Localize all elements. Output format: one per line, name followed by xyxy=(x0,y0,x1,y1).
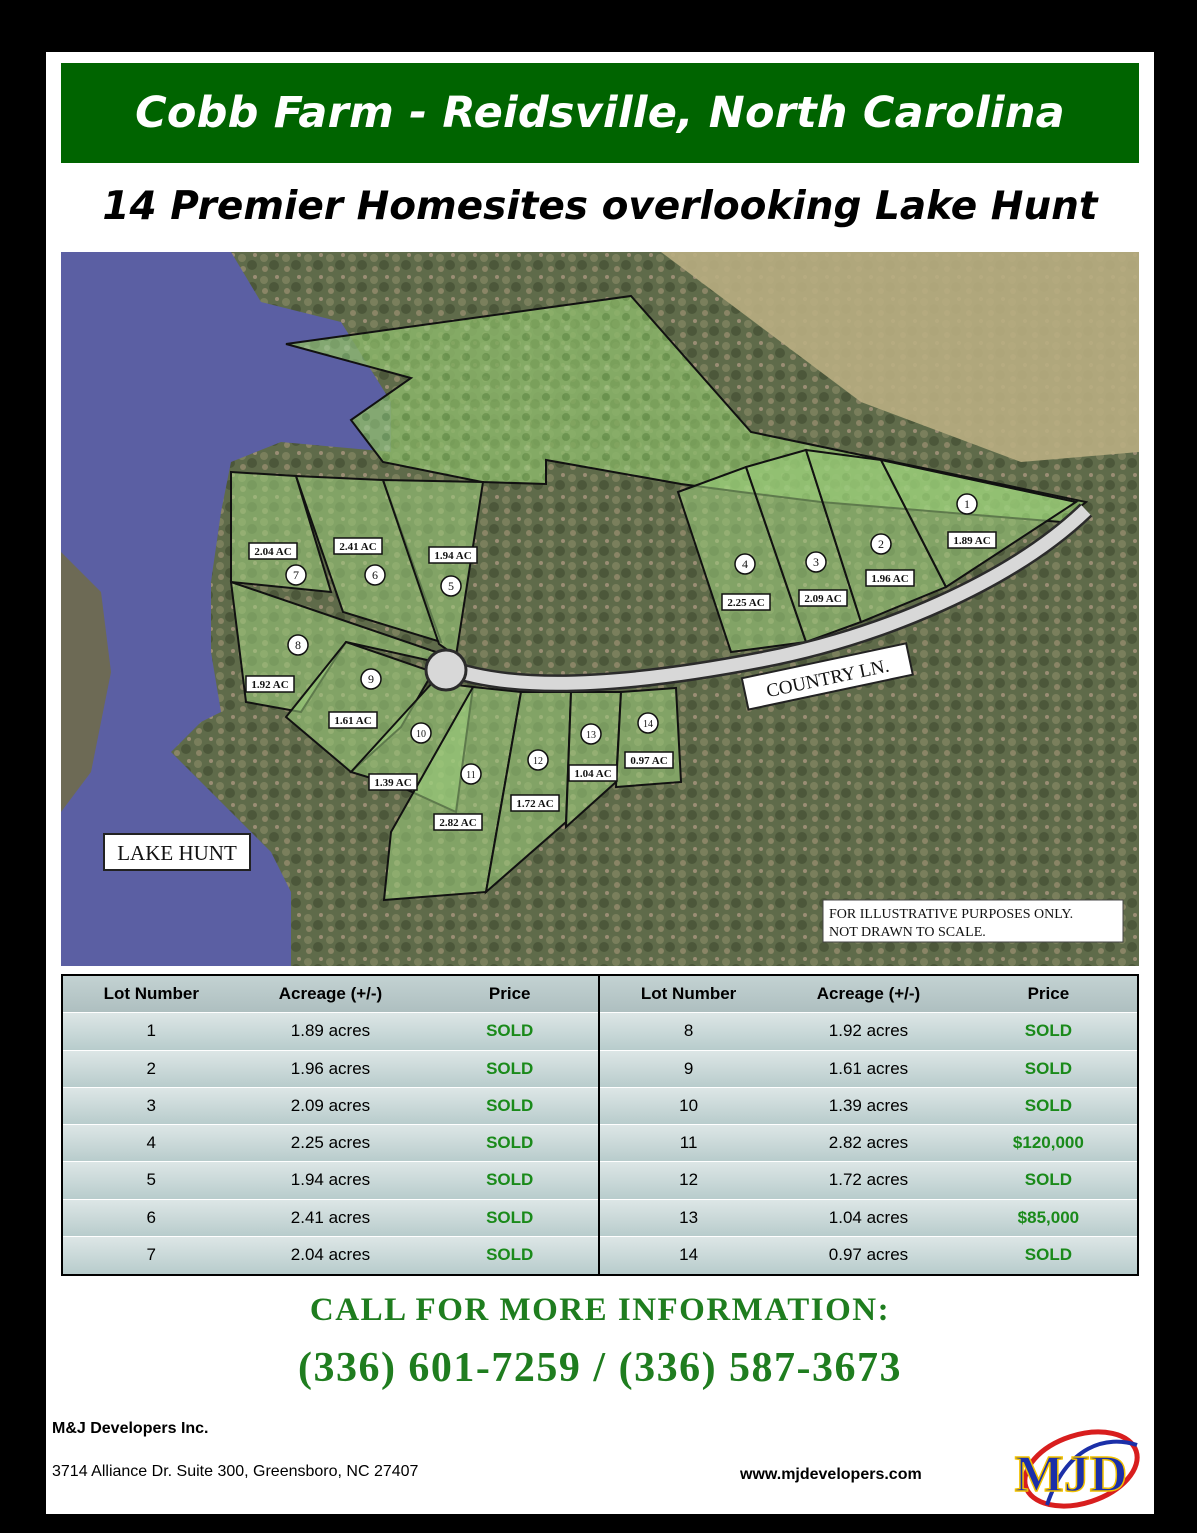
table-row xyxy=(63,1200,598,1237)
lot-4-number: 4 xyxy=(742,557,748,571)
lot-number: 12 xyxy=(679,1170,699,1190)
lot-acreage: 2.04 acres xyxy=(290,1245,371,1265)
table-row xyxy=(63,1088,598,1125)
lot-acreage: 1.89 acres xyxy=(290,1021,371,1041)
call-to-action: CALL FOR MORE INFORMATION: xyxy=(309,1292,891,1328)
lot-price: SOLD xyxy=(1024,1245,1072,1265)
site-map xyxy=(61,252,1139,966)
lots-table-right xyxy=(600,976,1137,1274)
lot-number: 13 xyxy=(679,1207,699,1227)
company-address: 3714 Alliance Dr. Suite 300, Greensboro, NC 27407 xyxy=(52,1463,419,1480)
lot-2-acreage-label: 1.96 AC xyxy=(871,573,909,585)
page-title: Cobb Farm - Reidsville, North Carolina xyxy=(135,88,1065,138)
lot-number: 14 xyxy=(679,1245,699,1265)
lot-6-number: 6 xyxy=(372,568,378,582)
lot-price: SOLD xyxy=(1024,1170,1072,1190)
lot-14-boundary xyxy=(616,688,681,787)
table-row xyxy=(600,1162,1137,1199)
table-row xyxy=(63,1125,598,1162)
lot-acreage: 1.61 acres xyxy=(828,1058,909,1078)
lot-acreage: 1.92 acres xyxy=(828,1021,909,1041)
lot-5-number: 5 xyxy=(448,579,454,593)
lot-11-acreage-label: 2.82 AC xyxy=(439,817,477,829)
lot-price: $120,000 xyxy=(1012,1133,1084,1153)
lot-1-number: 1 xyxy=(964,497,970,511)
lot-11-number: 11 xyxy=(466,770,476,781)
lot-acreage: 2.41 acres xyxy=(290,1207,371,1227)
website-link[interactable]: www.mjdevelopers.com xyxy=(740,1466,922,1483)
lot-price: SOLD xyxy=(486,1021,534,1041)
lot-number: 10 xyxy=(679,1095,699,1115)
lot-7-acreage-label: 2.04 AC xyxy=(254,546,292,558)
lot-7-number: 7 xyxy=(293,568,299,582)
lot-price: SOLD xyxy=(1024,1058,1072,1078)
lot-price: SOLD xyxy=(486,1058,534,1078)
lake-label: LAKE HUNT xyxy=(117,841,237,865)
cul-de-sac xyxy=(426,650,466,690)
lot-acreage: 1.96 acres xyxy=(290,1058,371,1078)
header-price: Price xyxy=(488,984,531,1004)
table-row xyxy=(600,1237,1137,1274)
table-row xyxy=(600,1051,1137,1088)
lots-table xyxy=(61,974,1139,1276)
table-row xyxy=(63,1051,598,1088)
lot-acreage: 1.94 acres xyxy=(290,1170,371,1190)
lot-3-number: 3 xyxy=(813,555,819,569)
table-header-row xyxy=(63,976,598,1013)
phone-numbers[interactable]: (336) 601-7259 / (336) 587-3673 xyxy=(297,1345,903,1391)
lot-13-number: 13 xyxy=(586,730,596,741)
svg-text:MJD: MJD xyxy=(1014,1446,1128,1503)
lot-12-acreage-label: 1.72 AC xyxy=(516,798,554,810)
table-row xyxy=(600,1088,1137,1125)
lot-price: SOLD xyxy=(486,1207,534,1227)
mjd-logo xyxy=(987,1425,1155,1513)
lot-acreage: 2.82 acres xyxy=(828,1133,909,1153)
lot-acreage: 1.72 acres xyxy=(828,1170,909,1190)
lot-4-acreage-label: 2.25 AC xyxy=(727,597,765,609)
disclaimer-line-2: NOT DRAWN TO SCALE. xyxy=(829,925,986,940)
header-price: Price xyxy=(1027,984,1070,1004)
header-acreage: Acreage (+/-) xyxy=(278,984,383,1004)
lots-table-left xyxy=(63,976,600,1274)
lot-number: 11 xyxy=(679,1133,698,1153)
flyer-sheet xyxy=(46,52,1154,1514)
company-name: M&J Developers Inc. xyxy=(52,1420,209,1437)
lot-5-acreage-label: 1.94 AC xyxy=(434,550,472,562)
lot-number: 5 xyxy=(146,1170,156,1190)
lot-acreage: 0.97 acres xyxy=(828,1245,909,1265)
lot-8-number: 8 xyxy=(295,638,301,652)
lot-number: 8 xyxy=(683,1021,694,1041)
table-header-row xyxy=(600,976,1137,1013)
lot-number: 6 xyxy=(146,1207,156,1227)
lot-13-acreage-label: 1.04 AC xyxy=(574,768,612,780)
lot-14-number: 14 xyxy=(643,719,653,730)
table-row xyxy=(63,1237,598,1274)
lot-acreage: 1.39 acres xyxy=(828,1095,909,1115)
table-row xyxy=(63,1013,598,1050)
disclaimer-line-1: FOR ILLUSTRATIVE PURPOSES ONLY. xyxy=(829,907,1074,922)
lot-12-number: 12 xyxy=(533,756,543,767)
lot-10-acreage-label: 1.39 AC xyxy=(374,777,412,789)
lot-price: SOLD xyxy=(486,1133,534,1153)
lot-14-acreage-label: 0.97 AC xyxy=(630,755,668,767)
lot-price: SOLD xyxy=(486,1245,534,1265)
lot-acreage: 1.04 acres xyxy=(828,1207,909,1227)
lot-2-number: 2 xyxy=(878,537,884,551)
lot-8-acreage-label: 1.92 AC xyxy=(251,679,289,691)
table-row xyxy=(600,1013,1137,1050)
road-label: COUNTRY LN. xyxy=(764,655,892,703)
lot-number: 1 xyxy=(146,1021,156,1041)
lot-number: 2 xyxy=(146,1058,156,1078)
lot-6-acreage-label: 2.41 AC xyxy=(339,541,377,553)
header-banner xyxy=(61,63,1139,163)
lot-price: SOLD xyxy=(1024,1021,1072,1041)
lot-9-acreage-label: 1.61 AC xyxy=(334,715,372,727)
lot-price: SOLD xyxy=(486,1095,534,1115)
lot-number: 4 xyxy=(146,1133,156,1153)
table-row xyxy=(600,1125,1137,1162)
lot-1-acreage-label: 1.89 AC xyxy=(953,535,991,547)
lot-10-number: 10 xyxy=(416,729,426,740)
header-lot-number: Lot Number xyxy=(103,984,199,1004)
lot-number: 7 xyxy=(146,1245,156,1265)
lot-price: SOLD xyxy=(1024,1095,1072,1115)
lot-number: 9 xyxy=(683,1058,694,1078)
lot-9-number: 9 xyxy=(368,672,374,686)
header-acreage: Acreage (+/-) xyxy=(816,984,921,1004)
header-lot-number: Lot Number xyxy=(640,984,737,1004)
lot-price: $85,000 xyxy=(1017,1207,1080,1227)
lot-number: 3 xyxy=(146,1095,156,1115)
lot-price: SOLD xyxy=(486,1170,534,1190)
lot-acreage: 2.25 acres xyxy=(290,1133,371,1153)
subtitle: 14 Premier Homesites overlooking Lake Hunt xyxy=(102,184,1098,229)
lot-acreage: 2.09 acres xyxy=(290,1095,371,1115)
table-row xyxy=(600,1200,1137,1237)
table-row xyxy=(63,1162,598,1199)
lot-3-acreage-label: 2.09 AC xyxy=(804,593,842,605)
